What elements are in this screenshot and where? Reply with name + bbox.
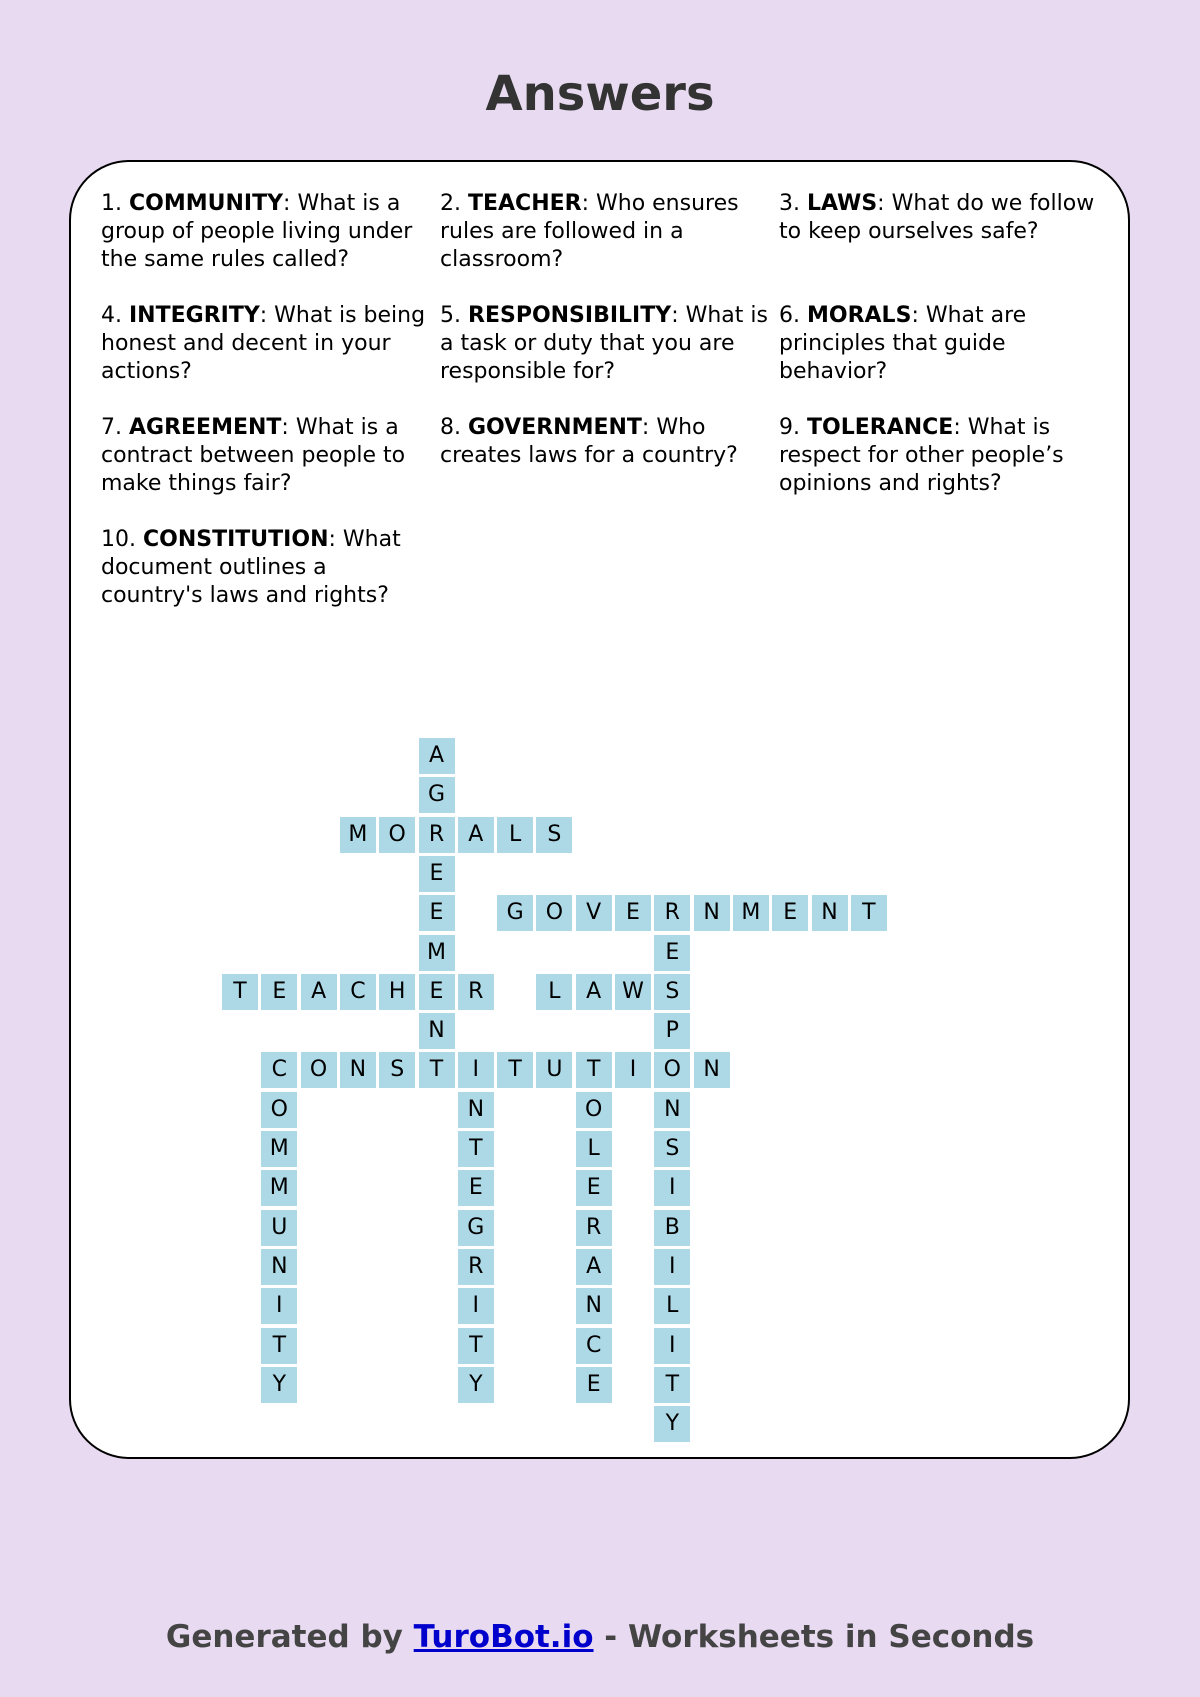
clue-text: : What are principles that guide behavior? (779, 303, 1027, 384)
crossword-cell: M (261, 1170, 297, 1206)
footer-prefix: Generated by (165, 1619, 414, 1655)
crossword-cell: E (458, 1170, 494, 1206)
clue-number: 6. (779, 303, 800, 328)
crossword-cell: E (576, 1367, 612, 1403)
crossword-cell: T (458, 1328, 494, 1364)
clue-number: 5. (440, 303, 461, 328)
crossword-cell: N (419, 1013, 455, 1049)
page-title: Answers (485, 66, 715, 122)
crossword-cell: I (654, 1328, 690, 1364)
crossword-cell: E (419, 895, 455, 931)
crossword-cell: L (576, 1131, 612, 1167)
crossword-cell: N (576, 1288, 612, 1324)
crossword-cell: T (261, 1328, 297, 1364)
crossword-cell: H (379, 974, 415, 1010)
crossword-cell: M (340, 817, 376, 853)
crossword-cell: I (458, 1052, 494, 1088)
crossword-cell: T (576, 1052, 612, 1088)
crossword-cell: S (654, 974, 690, 1010)
crossword-cell: U (261, 1210, 297, 1246)
crossword-cell: N (694, 895, 730, 931)
clue-answer: INTEGRITY (129, 303, 260, 328)
crossword-cell: A (576, 974, 612, 1010)
crossword-grid (71, 162, 1132, 1461)
crossword-cell: N (340, 1052, 376, 1088)
clue-text: : What do we follow to keep ourselves safe? (779, 191, 1095, 244)
clue-number: 4. (101, 303, 122, 328)
crossword-cell: O (654, 1052, 690, 1088)
crossword-cell: S (536, 817, 572, 853)
crossword-cell: I (654, 1249, 690, 1285)
clue-number: 9. (779, 415, 800, 440)
crossword-cell: E (419, 974, 455, 1010)
crossword-cell: I (458, 1288, 494, 1324)
crossword-cell: S (654, 1131, 690, 1167)
footer (0, 1617, 1200, 1657)
clue-text: : What document outlines a country's laws and rights? (101, 527, 401, 608)
clue-text: : Who ensures rules are followed in a classroom? (440, 191, 739, 272)
crossword-cell: C (576, 1328, 612, 1364)
clue-text: : What is respect for other people’s opinions and rights? (779, 415, 1064, 496)
crossword-cell: R (458, 1249, 494, 1285)
clue-answer: LAWS (807, 191, 878, 216)
crossword-cell: T (222, 974, 258, 1010)
crossword-cell: N (654, 1092, 690, 1128)
crossword-cell: R (419, 817, 455, 853)
clue-text: : What is a group of people living under the same rules called? (101, 191, 413, 272)
crossword-cell: T (458, 1131, 494, 1167)
crossword-cell: O (379, 817, 415, 853)
crossword-cell: N (812, 895, 848, 931)
clue-answer: GOVERNMENT (468, 415, 642, 440)
crossword-cell: N (694, 1052, 730, 1088)
crossword-cell: E (261, 974, 297, 1010)
crossword-cell: V (576, 895, 612, 931)
clue-answer: RESPONSIBILITY (468, 303, 672, 328)
clue-number: 3. (779, 191, 800, 216)
crossword-cell: W (615, 974, 651, 1010)
crossword-cell: R (458, 974, 494, 1010)
crossword-cell: T (497, 1052, 533, 1088)
crossword-cell: G (419, 777, 455, 813)
crossword-cell: Y (458, 1367, 494, 1403)
crossword-cell: C (261, 1052, 297, 1088)
crossword-cell: N (458, 1092, 494, 1128)
crossword-cell: A (458, 817, 494, 853)
clue-answer: MORALS (807, 303, 912, 328)
clue-number: 1. (101, 191, 122, 216)
clue-answer: COMMUNITY (129, 191, 284, 216)
crossword-cell: E (772, 895, 808, 931)
crossword-cell: N (261, 1249, 297, 1285)
clue-number: 2. (440, 191, 461, 216)
crossword-cell: O (576, 1092, 612, 1128)
crossword-cell: E (615, 895, 651, 931)
crossword-cell: G (497, 895, 533, 931)
clue-number: 10. (101, 527, 136, 552)
crossword-cell: O (301, 1052, 337, 1088)
crossword-cell: R (654, 895, 690, 931)
crossword-cell: O (536, 895, 572, 931)
clue-number: 8. (440, 415, 461, 440)
crossword-cell: E (654, 935, 690, 971)
crossword-cell: L (654, 1288, 690, 1324)
crossword-cell: T (851, 895, 887, 931)
crossword-cell: A (576, 1249, 612, 1285)
turobot-link[interactable]: TuroBot.io (413, 1619, 594, 1655)
crossword-cell: R (576, 1210, 612, 1246)
crossword-cell: E (576, 1170, 612, 1206)
clue-text: : What is being honest and decent in your actions? (101, 303, 426, 384)
crossword-cell: I (261, 1288, 297, 1324)
crossword-cell: M (261, 1131, 297, 1167)
crossword-cell: B (654, 1210, 690, 1246)
crossword-cell: S (379, 1052, 415, 1088)
clue-number: 7. (101, 415, 122, 440)
crossword-cell: Y (654, 1406, 690, 1442)
crossword-cell: M (419, 935, 455, 971)
crossword-cell: I (654, 1170, 690, 1206)
crossword-cell: Y (261, 1367, 297, 1403)
crossword-cell: E (419, 856, 455, 892)
clue-answer: TEACHER (468, 191, 582, 216)
crossword-cell: P (654, 1013, 690, 1049)
footer-suffix: - Worksheets in Seconds (593, 1619, 1035, 1655)
crossword-cell: L (536, 974, 572, 1010)
clue-text: : Who creates laws for a country? (440, 415, 738, 468)
clue-answer: TOLERANCE (807, 415, 954, 440)
crossword-cell: T (419, 1052, 455, 1088)
clue-text: : What is a task or duty that you are responsible for? (440, 303, 768, 384)
crossword-cell: A (419, 738, 455, 774)
crossword-cell: O (261, 1092, 297, 1128)
crossword-cell: T (654, 1367, 690, 1403)
crossword-cell: I (615, 1052, 651, 1088)
crossword-cell: A (301, 974, 337, 1010)
clue-text: : What is a contract between people to make things fair? (101, 415, 406, 496)
crossword-cell: G (458, 1210, 494, 1246)
crossword-cell: U (536, 1052, 572, 1088)
clue-answer: CONSTITUTION (143, 527, 329, 552)
crossword-cell: M (733, 895, 769, 931)
crossword-cell: C (340, 974, 376, 1010)
answers-card (69, 160, 1130, 1459)
clue-answer: AGREEMENT (129, 415, 282, 440)
crossword-cell: L (497, 817, 533, 853)
